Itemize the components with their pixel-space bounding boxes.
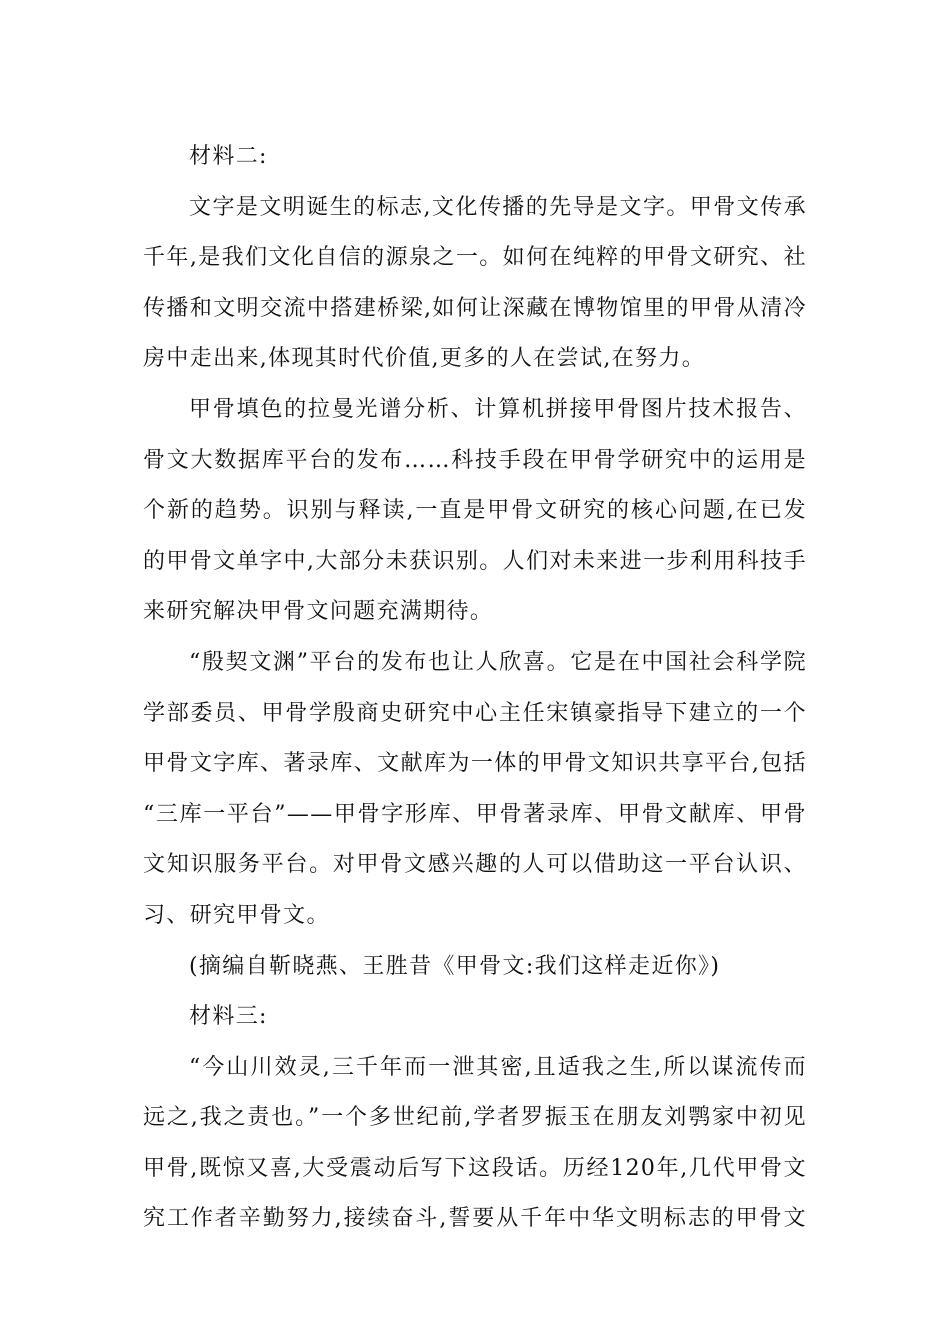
paragraph-line: 文知识服务平台。对甲骨文感兴趣的人可以借助这一平台认识、 <box>143 852 807 878</box>
paragraph-line: 甲骨,既惊又喜,大受震动后写下这段话。历经120年,几代甲骨文 <box>143 1155 807 1181</box>
material-3-heading: 材料三: <box>189 1004 268 1030</box>
paragraph-line: 甲骨填色的拉曼光谱分析、计算机拼接甲骨图片技术报告、 <box>189 396 807 422</box>
material-2-heading: 材料二: <box>189 144 268 169</box>
paragraph-line: 骨文大数据库平台的发布……科技手段在甲骨学研究中的运用是 <box>143 447 807 473</box>
paragraph-line: 甲骨文字库、著录库、文献库为一体的甲骨文知识共享平台,包括 <box>143 751 807 777</box>
paragraph-line: 远之,我之责也。”一个多世纪前,学者罗振玉在朋友刘鹗家中初见 <box>143 1105 807 1131</box>
paragraph-line: 房中走出来,体现其时代价值,更多的人在尝试,在努力。 <box>143 346 706 372</box>
paragraph-line: 的甲骨文单字中,大部分未获识别。人们对未来进一步利用科技手 <box>143 548 807 574</box>
document-body <box>143 132 807 1245</box>
paragraph-line: “殷契文渊”平台的发布也让人欣喜。它是在中国社会科学院 <box>189 649 807 675</box>
paragraph-line: 究工作者辛勤努力,接续奋斗,誓要从千年中华文明标志的甲骨文 <box>143 1206 807 1232</box>
paragraph-line: 习、研究甲骨文。 <box>143 902 330 928</box>
paragraph-line: “三库一平台”——甲骨字形库、甲骨著录库、甲骨文献库、甲骨 <box>143 801 807 827</box>
paragraph-line: 个新的趋势。识别与释读,一直是甲骨文研究的核心问题,在已发 <box>143 498 807 524</box>
paragraph-line: 来研究解决甲骨文问题充满期待。 <box>143 599 494 625</box>
paragraph-line: 千年,是我们文化自信的源泉之一。如何在纯粹的甲骨文研究、社 <box>143 245 807 271</box>
paragraph-line: 传播和文明交流中搭建桥梁,如何让深藏在博物馆里的甲骨从清冷 <box>143 295 807 321</box>
source-citation: (摘编自靳晓燕、王胜昔《甲骨文:我们这样走近你》) <box>189 953 721 979</box>
paragraph-line: 文字是文明诞生的标志,文化传播的先导是文字。甲骨文传承 <box>189 194 807 220</box>
paragraph-line: “今山川效灵,三千年而一泄其密,且适我之生,所以谋流传而 <box>189 1054 807 1080</box>
paragraph-line: 学部委员、甲骨学殷商史研究中心主任宋镇豪指导下建立的一个 <box>143 700 807 726</box>
